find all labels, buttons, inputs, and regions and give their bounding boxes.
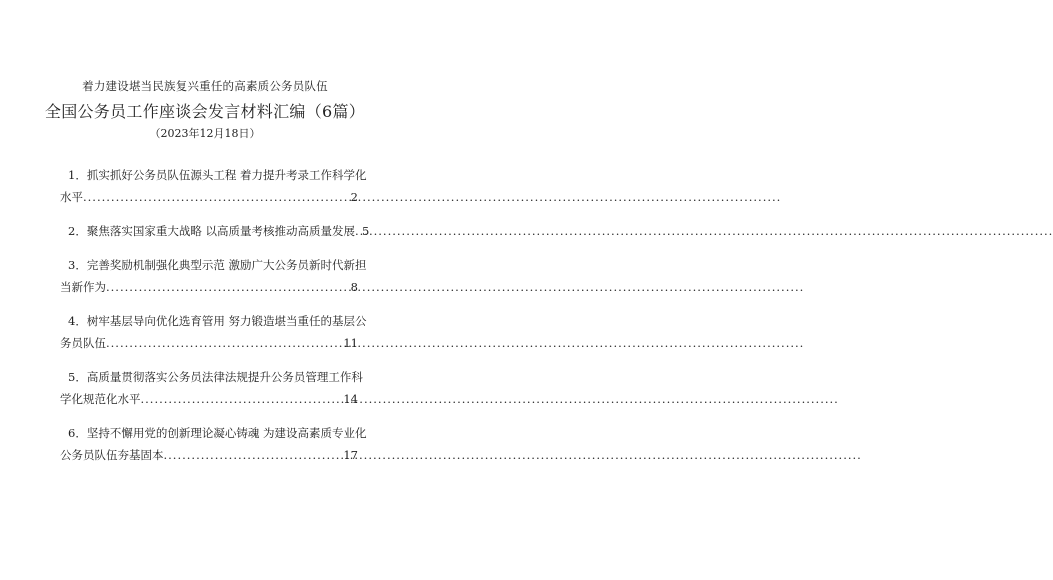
toc-entry-5[interactable] bbox=[60, 366, 363, 410]
toc-page-number: 2 bbox=[350, 190, 358, 204]
toc-entry-continuation: 学化规范化水平 ..... 14 bbox=[60, 388, 358, 410]
toc-entry-1[interactable] bbox=[60, 164, 367, 208]
toc-entry-continuation: 公务员队伍夯基固本 ..... 17 bbox=[60, 444, 358, 466]
toc-entry-2[interactable] bbox=[60, 220, 370, 242]
table-of-contents bbox=[60, 164, 370, 466]
toc-page-number: 5 bbox=[361, 224, 370, 238]
document-subtitle: 着力建设堪当民族复兴重任的高素质公务员队伍 bbox=[82, 79, 328, 93]
toc-entry-6[interactable] bbox=[60, 422, 367, 466]
toc-entry-title: 4．树牢基层导向优化选育管用 努力锻造堪当重任的基层公 bbox=[68, 314, 367, 328]
document-page bbox=[0, 0, 410, 580]
toc-leader-dots bbox=[164, 444, 343, 466]
toc-entry-title: 2．聚焦落实国家重大战略 以高质量考核推动高质量发展 ..... 5 bbox=[60, 220, 358, 242]
document-date: （2023年12月18日） bbox=[149, 127, 261, 140]
toc-leader-dots bbox=[83, 186, 350, 208]
toc-entry-title: 3．完善奖励机制强化典型示范 激励广大公务员新时代新担 bbox=[68, 258, 367, 272]
toc-leader-dots bbox=[106, 276, 350, 298]
toc-page-number: 8 bbox=[350, 280, 358, 294]
toc-entry-title: 5．高质量贯彻落实公务员法律法规提升公务员管理工作科 bbox=[68, 370, 363, 384]
toc-entry-title: 1．抓实抓好公务员队伍源头工程 着力提升考录工作科学化 bbox=[68, 168, 367, 182]
toc-entry-4[interactable] bbox=[60, 310, 367, 354]
toc-page-number: 11 bbox=[343, 336, 358, 350]
toc-entry-continuation: 务员队伍 ..... 11 bbox=[60, 332, 358, 354]
toc-entry-continuation: 当新作为 ..... 8 bbox=[60, 276, 358, 298]
toc-page-number: 14 bbox=[343, 392, 358, 406]
toc-entry-3[interactable] bbox=[60, 254, 367, 298]
document-title: 全国公务员工作座谈会发言材料汇编（6篇） bbox=[44, 102, 366, 121]
toc-entry-continuation: 水平 ..... 2 bbox=[60, 186, 358, 208]
toc-leader-dots bbox=[141, 388, 343, 410]
toc-page-number: 17 bbox=[343, 448, 358, 462]
toc-leader-dots bbox=[106, 332, 342, 354]
toc-entry-title: 6．坚持不懈用党的创新理论凝心铸魂 为建设高素质专业化 bbox=[68, 426, 367, 440]
